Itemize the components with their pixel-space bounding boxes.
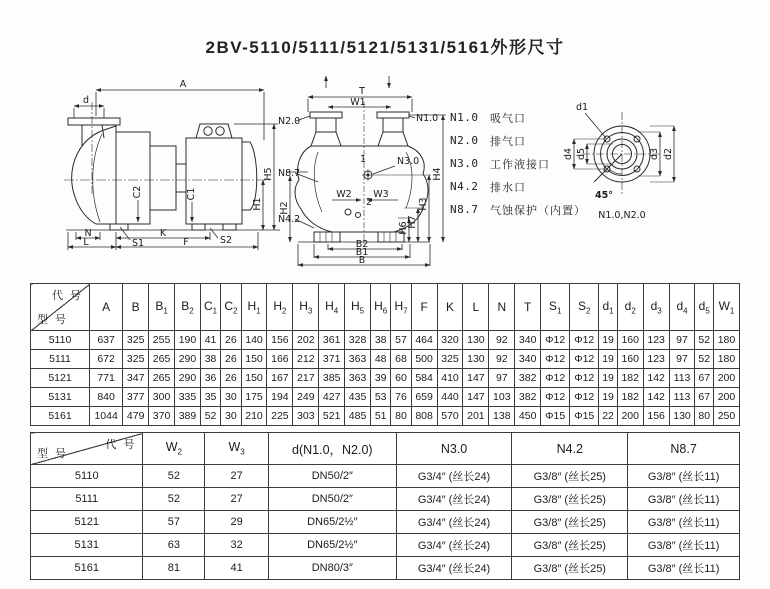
value-cell: 217 xyxy=(293,369,319,388)
column-header: $d_5$ xyxy=(695,284,714,331)
value-cell: 265 xyxy=(149,350,175,369)
value-cell: 167 xyxy=(267,369,293,388)
table-row xyxy=(31,511,740,534)
value-cell: DN65/2½″ xyxy=(268,534,396,557)
value-cell: 130 xyxy=(463,331,489,350)
table-row xyxy=(31,369,740,388)
value-cell: G3/4″ (丝长24) xyxy=(396,511,512,534)
table-row xyxy=(31,534,740,557)
value-cell: 485 xyxy=(345,407,371,426)
value-cell: Φ15 xyxy=(541,407,570,426)
dim-label-A: A xyxy=(179,79,187,90)
column-header: $S_2$ xyxy=(570,284,599,331)
dim-label-K: K xyxy=(159,228,167,239)
value-cell: 60 xyxy=(391,369,411,388)
column-header: N3.0 xyxy=(396,433,512,465)
value-cell: 370 xyxy=(149,407,175,426)
value-cell: Φ12 xyxy=(541,350,570,369)
column-header: $H_1$ xyxy=(241,284,267,331)
value-cell: 440 xyxy=(437,388,463,407)
corner-label-code: 代 号 xyxy=(105,439,137,451)
value-cell: 29 xyxy=(205,511,269,534)
dim-label-H3: H3 xyxy=(418,197,429,211)
value-cell: 450 xyxy=(515,407,541,426)
value-cell: G3/8″ (丝长25) xyxy=(512,534,628,557)
value-cell: 142 xyxy=(643,388,669,407)
dim-label-B2: B2 xyxy=(355,239,369,250)
flange-caption: N1.0,N2.0 xyxy=(598,210,646,221)
column-header: $W_1$ xyxy=(713,284,739,331)
value-cell: 22 xyxy=(599,407,618,426)
port-label: 工作液接口 xyxy=(490,158,550,171)
value-cell: 363 xyxy=(345,369,371,388)
port-code: N1.0 xyxy=(450,111,479,124)
value-cell: 175 xyxy=(241,388,267,407)
dim-label-C2: C2 xyxy=(132,185,143,199)
value-cell: 335 xyxy=(175,388,201,407)
port-label-N3.0: N3.0 xyxy=(397,156,420,167)
port-label: 排水口 xyxy=(490,181,526,194)
value-cell: 81 xyxy=(143,557,205,580)
value-cell: 672 xyxy=(90,350,123,369)
value-cell: G3/4″ (丝长24) xyxy=(396,488,512,511)
value-cell: DN50/2″ xyxy=(268,465,396,488)
value-cell: 53 xyxy=(371,388,391,407)
value-cell: 250 xyxy=(713,407,739,426)
value-cell: 500 xyxy=(411,350,437,369)
port-label-N4.2: N4.2 xyxy=(278,214,301,225)
value-cell: 200 xyxy=(713,369,739,388)
dim-label-T: T xyxy=(359,86,365,97)
value-cell: 41 xyxy=(205,557,269,580)
value-cell: 38 xyxy=(200,350,220,369)
column-header: $H_7$ xyxy=(391,284,411,331)
side-view-outline xyxy=(64,102,280,230)
value-cell: 808 xyxy=(411,407,437,426)
value-cell: 52 xyxy=(143,488,205,511)
value-cell: 123 xyxy=(643,331,669,350)
value-cell: 389 xyxy=(175,407,201,426)
value-cell: 325 xyxy=(437,350,463,369)
dim-label-d4: d4 xyxy=(563,147,574,161)
column-header: $d_2$ xyxy=(617,284,643,331)
value-cell: 26 xyxy=(221,331,241,350)
value-cell: 521 xyxy=(319,407,345,426)
value-cell: 249 xyxy=(293,388,319,407)
value-cell: 166 xyxy=(267,350,293,369)
value-cell: 160 xyxy=(617,331,643,350)
column-header: N8.7 xyxy=(628,433,740,465)
value-cell: 202 xyxy=(293,331,319,350)
corner-header xyxy=(31,433,143,465)
port-code: N3.0 xyxy=(450,157,479,170)
port-code: N2.0 xyxy=(450,134,479,147)
value-cell: 156 xyxy=(643,407,669,426)
value-cell: 363 xyxy=(345,350,371,369)
value-cell: 52 xyxy=(695,350,714,369)
value-cell: 48 xyxy=(371,350,391,369)
value-cell: 201 xyxy=(463,407,489,426)
value-cell: 840 xyxy=(90,388,123,407)
value-cell: 180 xyxy=(713,331,739,350)
table-row xyxy=(31,331,740,350)
value-cell: 225 xyxy=(267,407,293,426)
value-cell: 38 xyxy=(371,331,391,350)
value-cell: 35 xyxy=(200,388,220,407)
value-cell: Φ12 xyxy=(541,388,570,407)
port-label-N1.0: N1.0 xyxy=(416,113,439,124)
value-cell: 290 xyxy=(175,350,201,369)
value-cell: 200 xyxy=(713,388,739,407)
value-cell: 52 xyxy=(695,331,714,350)
model-cell: 5131 xyxy=(31,534,143,557)
value-cell: 26 xyxy=(221,369,241,388)
value-cell: 123 xyxy=(643,350,669,369)
value-cell: 1044 xyxy=(90,407,123,426)
value-cell: 30 xyxy=(221,407,241,426)
header-row xyxy=(31,284,740,331)
dim-label-W3: W3 xyxy=(373,189,389,200)
value-cell: G3/4″ (丝长24) xyxy=(396,534,512,557)
column-header: $C_2$ xyxy=(221,284,241,331)
value-cell: G3/8″ (丝长25) xyxy=(512,511,628,534)
column-header: B xyxy=(123,284,149,331)
value-cell: Φ15 xyxy=(570,407,599,426)
value-cell: 325 xyxy=(123,331,149,350)
value-cell: 39 xyxy=(371,369,391,388)
table-row xyxy=(31,488,740,511)
flange-view-dimensions xyxy=(574,113,674,182)
column-header: $H_4$ xyxy=(319,284,345,331)
value-cell: 76 xyxy=(391,388,411,407)
angle-label-45: 45° xyxy=(595,190,613,201)
value-cell: G3/8″ (丝长25) xyxy=(512,465,628,488)
value-cell: G3/8″ (丝长11) xyxy=(628,534,740,557)
model-cell: 5111 xyxy=(31,488,143,511)
dim-label-d1: d1 xyxy=(575,102,589,113)
dim-label-H4: H4 xyxy=(432,167,443,181)
value-cell: Φ12 xyxy=(570,350,599,369)
value-cell: 57 xyxy=(143,511,205,534)
value-cell: 80 xyxy=(391,407,411,426)
dim-label-H2: H2 xyxy=(279,201,290,215)
column-header: $H_5$ xyxy=(345,284,371,331)
value-cell: 160 xyxy=(617,350,643,369)
value-cell: 32 xyxy=(205,534,269,557)
value-cell: 265 xyxy=(149,369,175,388)
value-cell: 190 xyxy=(175,331,201,350)
value-cell: 27 xyxy=(205,488,269,511)
dim-label-S1: S1 xyxy=(132,238,145,249)
value-cell: 97 xyxy=(489,369,515,388)
dim-label-N: N xyxy=(84,228,92,239)
value-cell: 19 xyxy=(599,388,618,407)
dim-label-d5: d5 xyxy=(576,147,587,161)
port-label: 气蚀保护（内置） xyxy=(490,204,586,217)
column-header: d(N1.0，N2.0) xyxy=(268,433,396,465)
value-cell: G3/8″ (丝长25) xyxy=(512,557,628,580)
dim-label-d: d xyxy=(82,95,90,106)
value-cell: 80 xyxy=(695,407,714,426)
dim-label-H1: H1 xyxy=(252,197,263,211)
value-cell: 97 xyxy=(669,350,695,369)
dimensions-table-2 xyxy=(30,432,740,580)
column-header: $H_2$ xyxy=(267,284,293,331)
value-cell: 255 xyxy=(149,331,175,350)
value-cell: 328 xyxy=(345,331,371,350)
value-cell: 347 xyxy=(123,369,149,388)
dim-label-H7: H7 xyxy=(407,215,418,229)
value-cell: 382 xyxy=(515,369,541,388)
value-cell: 140 xyxy=(241,331,267,350)
value-cell: 427 xyxy=(319,388,345,407)
value-cell: Φ12 xyxy=(541,331,570,350)
column-header: N xyxy=(489,284,515,331)
port-label: 排气口 xyxy=(490,135,526,148)
side-view-drawing xyxy=(58,76,286,256)
value-cell: 30 xyxy=(221,388,241,407)
dim-label-B: B xyxy=(358,255,366,266)
value-cell: DN65/2½″ xyxy=(268,511,396,534)
value-cell: 19 xyxy=(599,369,618,388)
value-cell: 138 xyxy=(489,407,515,426)
value-cell: 212 xyxy=(293,350,319,369)
model-cell: 5110 xyxy=(31,465,143,488)
front-view-drawing xyxy=(278,72,453,268)
value-cell: 97 xyxy=(669,331,695,350)
value-cell: 36 xyxy=(200,369,220,388)
value-cell: 147 xyxy=(463,388,489,407)
value-cell: 52 xyxy=(200,407,220,426)
column-header: $C_1$ xyxy=(200,284,220,331)
value-cell: 67 xyxy=(695,369,714,388)
value-cell: G3/8″ (丝长11) xyxy=(628,465,740,488)
model-cell: 5121 xyxy=(31,511,143,534)
header-row xyxy=(31,433,740,465)
value-cell: Φ12 xyxy=(570,331,599,350)
value-cell: G3/8″ (丝长11) xyxy=(628,488,740,511)
value-cell: 200 xyxy=(617,407,643,426)
dim-label-F: F xyxy=(183,237,189,248)
dim-label-W2: W2 xyxy=(336,189,352,200)
dim-label-L: L xyxy=(83,237,89,248)
dim-label-d3: d3 xyxy=(649,147,660,161)
value-cell: 180 xyxy=(713,350,739,369)
model-cell: 5111 xyxy=(31,350,90,369)
value-cell: DN50/2″ xyxy=(268,488,396,511)
value-cell: 320 xyxy=(437,331,463,350)
table-row xyxy=(31,557,740,580)
value-cell: 150 xyxy=(241,369,267,388)
value-cell: 479 xyxy=(123,407,149,426)
value-cell: 210 xyxy=(241,407,267,426)
value-cell: 26 xyxy=(221,350,241,369)
value-cell: G3/4″ (丝长24) xyxy=(396,465,512,488)
side-view-dimensions xyxy=(68,90,278,250)
model-cell: 5110 xyxy=(31,331,90,350)
value-cell: Φ12 xyxy=(570,388,599,407)
column-header: T xyxy=(515,284,541,331)
value-cell: 325 xyxy=(123,350,149,369)
value-cell: 290 xyxy=(175,369,201,388)
value-cell: G3/8″ (丝长25) xyxy=(512,488,628,511)
column-header: $d_3$ xyxy=(643,284,669,331)
value-cell: G3/8″ (丝长11) xyxy=(628,557,740,580)
page-title: 2BV-5110/5111/5121/5131/5161外形尺寸 xyxy=(205,38,565,57)
port-label: 吸气口 xyxy=(490,112,526,125)
value-cell: 156 xyxy=(267,331,293,350)
value-cell: 340 xyxy=(515,350,541,369)
value-cell: 150 xyxy=(241,350,267,369)
value-cell: 68 xyxy=(391,350,411,369)
port-code: N4.2 xyxy=(450,180,479,193)
column-header: $d_1$ xyxy=(599,284,618,331)
table-row xyxy=(31,407,740,426)
value-cell: 377 xyxy=(123,388,149,407)
column-header: $H_3$ xyxy=(293,284,319,331)
value-cell: 182 xyxy=(617,369,643,388)
port-code: N8.7 xyxy=(450,203,479,216)
column-header: $W_3$ xyxy=(205,433,269,465)
value-cell: 182 xyxy=(617,388,643,407)
column-header: $B_2$ xyxy=(175,284,201,331)
flange-view-drawing xyxy=(552,90,724,242)
model-cell: 5161 xyxy=(31,557,143,580)
corner-label-model: 型 号 xyxy=(37,448,69,460)
dim-label-C1: C1 xyxy=(186,187,197,201)
value-cell: 371 xyxy=(319,350,345,369)
dim-label-B1: B1 xyxy=(355,247,369,258)
point-label-2: 2 xyxy=(366,197,373,208)
value-cell: 361 xyxy=(319,331,345,350)
column-header: F xyxy=(411,284,437,331)
value-cell: 382 xyxy=(515,388,541,407)
dim-label-S2: S2 xyxy=(220,235,233,246)
column-header: $H_6$ xyxy=(371,284,391,331)
model-cell: 5131 xyxy=(31,388,90,407)
value-cell: 771 xyxy=(90,369,123,388)
value-cell: 570 xyxy=(437,407,463,426)
value-cell: 52 xyxy=(143,465,205,488)
value-cell: 147 xyxy=(463,369,489,388)
value-cell: Φ12 xyxy=(541,369,570,388)
table-row xyxy=(31,350,740,369)
value-cell: 67 xyxy=(695,388,714,407)
table-row xyxy=(31,465,740,488)
table-row xyxy=(31,388,740,407)
value-cell: 113 xyxy=(669,369,695,388)
value-cell: 19 xyxy=(599,331,618,350)
value-cell: 51 xyxy=(371,407,391,426)
value-cell: 41 xyxy=(200,331,220,350)
port-label-N2.0: N2.0 xyxy=(278,116,301,127)
value-cell: G3/4″ (丝长24) xyxy=(396,557,512,580)
corner-label-code: 代 号 xyxy=(51,290,83,302)
column-header: $B_1$ xyxy=(149,284,175,331)
value-cell: 340 xyxy=(515,331,541,350)
dim-label-H5: H5 xyxy=(263,167,274,181)
column-header: L xyxy=(463,284,489,331)
value-cell: 63 xyxy=(143,534,205,557)
dim-label-d2: d2 xyxy=(663,147,674,161)
column-header: $S_1$ xyxy=(541,284,570,331)
value-cell: 194 xyxy=(267,388,293,407)
value-cell: 19 xyxy=(599,350,618,369)
column-header: $W_2$ xyxy=(143,433,205,465)
value-cell: G3/8″ (丝长11) xyxy=(628,511,740,534)
value-cell: 464 xyxy=(411,331,437,350)
value-cell: 92 xyxy=(489,350,515,369)
corner-header xyxy=(31,284,90,331)
value-cell: 57 xyxy=(391,331,411,350)
point-label-1: 1 xyxy=(360,154,367,165)
model-cell: 5121 xyxy=(31,369,90,388)
value-cell: 659 xyxy=(411,388,437,407)
value-cell: DN80/3″ xyxy=(268,557,396,580)
dim-label-H6: H6 xyxy=(398,221,409,235)
value-cell: 130 xyxy=(669,407,695,426)
column-header: K xyxy=(437,284,463,331)
value-cell: 92 xyxy=(489,331,515,350)
value-cell: 435 xyxy=(345,388,371,407)
corner-label-model: 型 号 xyxy=(37,314,69,326)
value-cell: Φ12 xyxy=(570,369,599,388)
value-cell: 584 xyxy=(411,369,437,388)
model-cell: 5161 xyxy=(31,407,90,426)
dimensions-table-1 xyxy=(30,283,740,426)
column-header: N4.2 xyxy=(512,433,628,465)
column-header: $d_4$ xyxy=(669,284,695,331)
value-cell: 303 xyxy=(293,407,319,426)
value-cell: 410 xyxy=(437,369,463,388)
column-header: A xyxy=(90,284,123,331)
value-cell: 300 xyxy=(149,388,175,407)
dim-label-W1: W1 xyxy=(350,97,366,108)
value-cell: 385 xyxy=(319,369,345,388)
port-label-N8.7: N8.7 xyxy=(278,168,301,179)
value-cell: 637 xyxy=(90,331,123,350)
value-cell: 142 xyxy=(643,369,669,388)
value-cell: 113 xyxy=(669,388,695,407)
value-cell: 103 xyxy=(489,388,515,407)
value-cell: 130 xyxy=(463,350,489,369)
value-cell: 27 xyxy=(205,465,269,488)
